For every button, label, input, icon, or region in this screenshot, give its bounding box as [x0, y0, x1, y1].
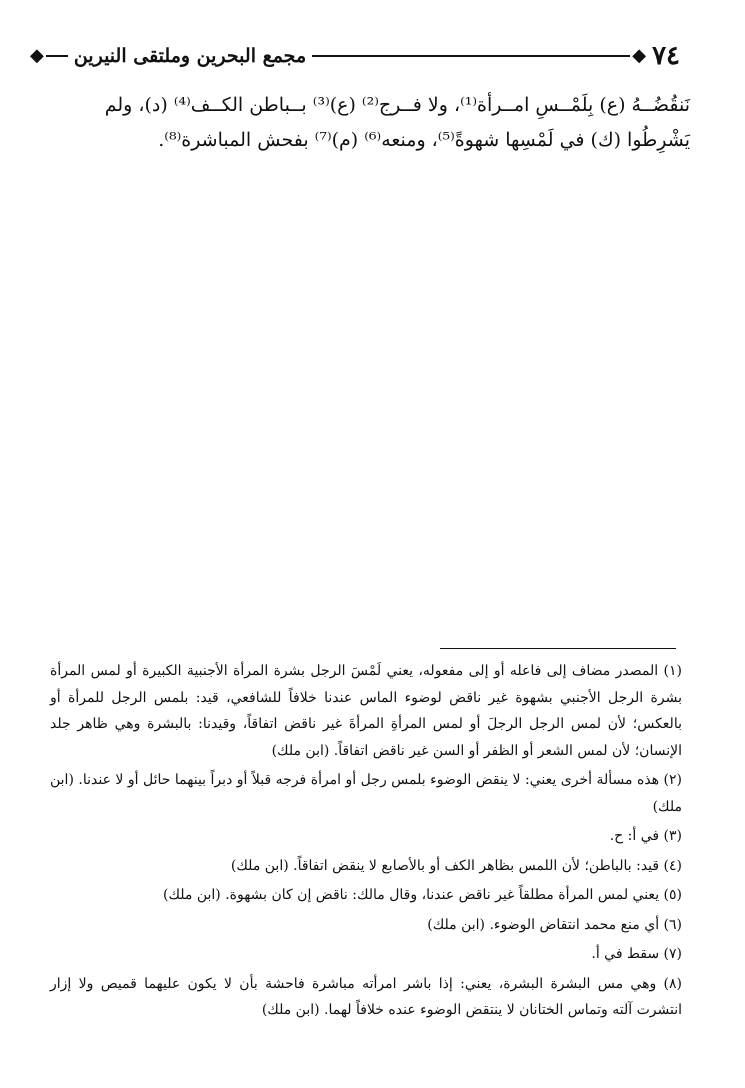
main-text-line: نَنقُضُــهُ (ع) بِلَمْــسِ امــرأة⁽¹⁾، ولا فــرج⁽²⁾ (ع)⁽³⁾ بــباطن الكــف⁽⁴⁾ (د)، ولم — [104, 94, 690, 116]
footnote: (٨) وهي مس البشرة البشرة، يعني: إذا باشر امرأته مباشرة فاحشة بأن لا يكون عليهما قميص ولا إزار انتشرت آلته وتماس الختانان لا ينتقض الوضوء عنده خلافاً لهما. (ابن ملك) — [50, 975, 682, 1018]
footnote: (٢) هذه مسألة أخرى يعني: لا ينقض الوضوء بلمس رجل أو امرأة فرجه قبلاً أو دبراً بينهما حائل أو لا عندنا. (ابن ملك) — [50, 772, 682, 815]
footnote: (٥) يعني لمس المرأة مطلقاً غير ناقض عندنا، وقال مالك: ناقض إن كان بشهوة. (ابن ملك) — [163, 887, 682, 903]
header-rule — [312, 55, 630, 57]
header-title: مجمع البحرين وملتقى النيرين — [73, 45, 307, 67]
footnote: (١) المصدر مضاف إلى فاعله أو إلى مفعوله، يعني لَمْسَ الرجل بشرة المرأة الأجنبية الكبيرة أو لمس المرأة بشرة الرجل الأجنبي بشهوة غير ناقض لوضوء الماس عندنا خلافاً للشافعي، قيد: بلمس الرجل للمرأة أو بالعكس؛ لأن لمس الرجل الرجلَ أو لمس المرأةِ المرأةَ غير ناقض اتفاقاً، وقيدنا: بالبشرة وهي ظاهر جلد الإنسان؛ لأن لمس الشعر أو الظفر أو السن غير ناقض اتفاقاً. (ابن ملك) — [50, 663, 683, 759]
footnote: (٤) قيد: بالباطن؛ لأن اللمس بظاهر الكف أو بالأصابع لا ينقض اتفاقاً. (ابن ملك) — [230, 857, 682, 874]
main-text — [50, 88, 690, 158]
footnote-separator — [440, 648, 676, 649]
running-header — [30, 40, 680, 72]
footnote: (٧) سقط في أ. — [591, 946, 682, 962]
header-rule-short — [46, 55, 68, 57]
diamond-ornament-icon: ◆ — [30, 45, 44, 66]
footnote: (٣) في أ: ح. — [609, 828, 682, 844]
diamond-ornament-icon: ◆ — [632, 45, 647, 66]
main-text-line: يَشْرِطُوا (ك) في لَمْسِها شهوةً⁽⁵⁾، ومنعه⁽⁶⁾ (م)⁽⁷⁾ بفحش المباشرة⁽⁸⁾. — [158, 129, 690, 151]
page-number: ٧٤ — [652, 41, 680, 71]
footnote: (٦) أي منع محمد انتقاض الوضوء. (ابن ملك) — [427, 916, 682, 933]
footnotes — [50, 658, 682, 1027]
